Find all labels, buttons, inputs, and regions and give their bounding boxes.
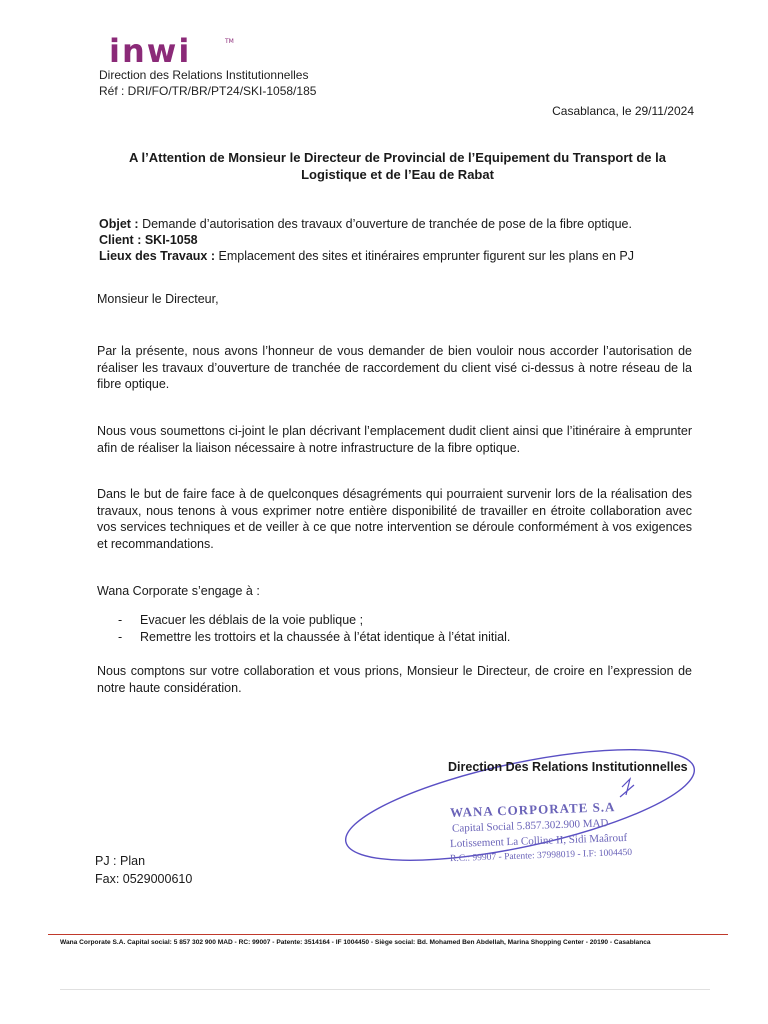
subject-block <box>99 216 634 264</box>
attachments-block <box>95 852 192 888</box>
stamp-capital: Capital Social 5.857.302.900 MAD <box>451 817 609 835</box>
client-line <box>99 232 634 248</box>
paragraph-commitment-intro: Wana Corporate s’engage à : <box>97 584 260 598</box>
signature-scribble <box>620 779 634 797</box>
paragraph-collaboration: Dans le but de faire face à de quelconques désagréments qui pourraient survenir lors de la réalisation des travaux, nous tenons à vous exprimer notre entière disponibilité de travailler en étroite collaboration avec vos services techniques et de veiller à ce que notre intervention se déroule conformément à vos exigences et recommandations. <box>97 487 692 551</box>
location-label: Lieux des Travaux : <box>99 249 216 263</box>
department-name: Direction des Relations Institutionnelles <box>99 68 309 82</box>
list-item: - Remettre les trottoirs et la chaussée à l’état identique à l’état initial. <box>118 630 511 644</box>
footer-divider <box>48 934 728 935</box>
commitment-list <box>118 612 510 646</box>
client-label: Client : SKI-1058 <box>99 233 198 247</box>
svg-text:TM: TM <box>225 38 234 45</box>
subject-text: Demande d’autorisation des travaux d’ouverture de tranchée de pose de la fibre optique. <box>138 217 632 231</box>
recipient-line-2: Logistique et de l’Eau de Rabat <box>301 167 494 182</box>
letter-date: Casablanca, le 29/11/2024 <box>552 104 694 118</box>
stamp-address: Lotissement La Colline II, Sidi Maârouf <box>449 831 628 851</box>
subject-line <box>99 216 634 232</box>
closing-paragraph: Nous comptons sur votre collaboration et vous prions, Monsieur le Directeur, de croire en l’expression de notre haute considération. <box>97 664 692 695</box>
paragraph-request: Par la présente, nous avons l’honneur de vous demander de bien vouloir nous accorder l’autorisation de réaliser les travaux d’ouverture de tranchée de raccordement du client visé ci-dessus à notre réseau de la fibre optique. <box>97 344 692 391</box>
recipient-line-1: A l’Attention de Monsieur le Directeur de Provincial de l’Equipement du Transport de la <box>129 150 666 165</box>
location-text: Emplacement des sites et itinéraires emprunter figurent sur les plans en PJ <box>215 249 634 263</box>
stamp-company-name: WANA CORPORATE S.A <box>449 799 616 820</box>
page-edge <box>60 989 710 990</box>
logo-text: inwi <box>109 34 192 68</box>
stamp-registration: R.C.: 99907 - Patente: 37998019 - I.F: 1004450 <box>449 847 633 865</box>
list-item: - Evacuer les déblais de la voie publique ; <box>118 613 364 627</box>
attachment-note: PJ : Plan <box>95 854 146 868</box>
signatory-title: Direction Des Relations Institutionnelles <box>448 760 688 774</box>
legal-footer: Wana Corporate S.A. Capital social: 5 857 302 900 MAD - RC: 99007 - Patente: 3514164 - IF 1004450 - Siège social: Bd. Mohamed Ben Abdellah, Marina Shopping Center - 20190 - Casablanca <box>60 939 651 946</box>
reference-number: Réf : DRI/FO/TR/BR/PT24/SKI-1058/185 <box>99 84 317 98</box>
fax-number: Fax: 0529000610 <box>95 872 193 886</box>
subject-label: Objet : <box>99 217 139 231</box>
recipient-heading <box>95 149 700 183</box>
location-line <box>99 248 634 264</box>
salutation: Monsieur le Directeur, <box>97 292 219 306</box>
paragraph-plan: Nous vous soumettons ci-joint le plan décrivant l’emplacement dudit client ainsi que l’itinéraire à emprunter afin de réaliser la liaison nécessaire à notre infrastructure de la fibre optique. <box>97 424 692 455</box>
